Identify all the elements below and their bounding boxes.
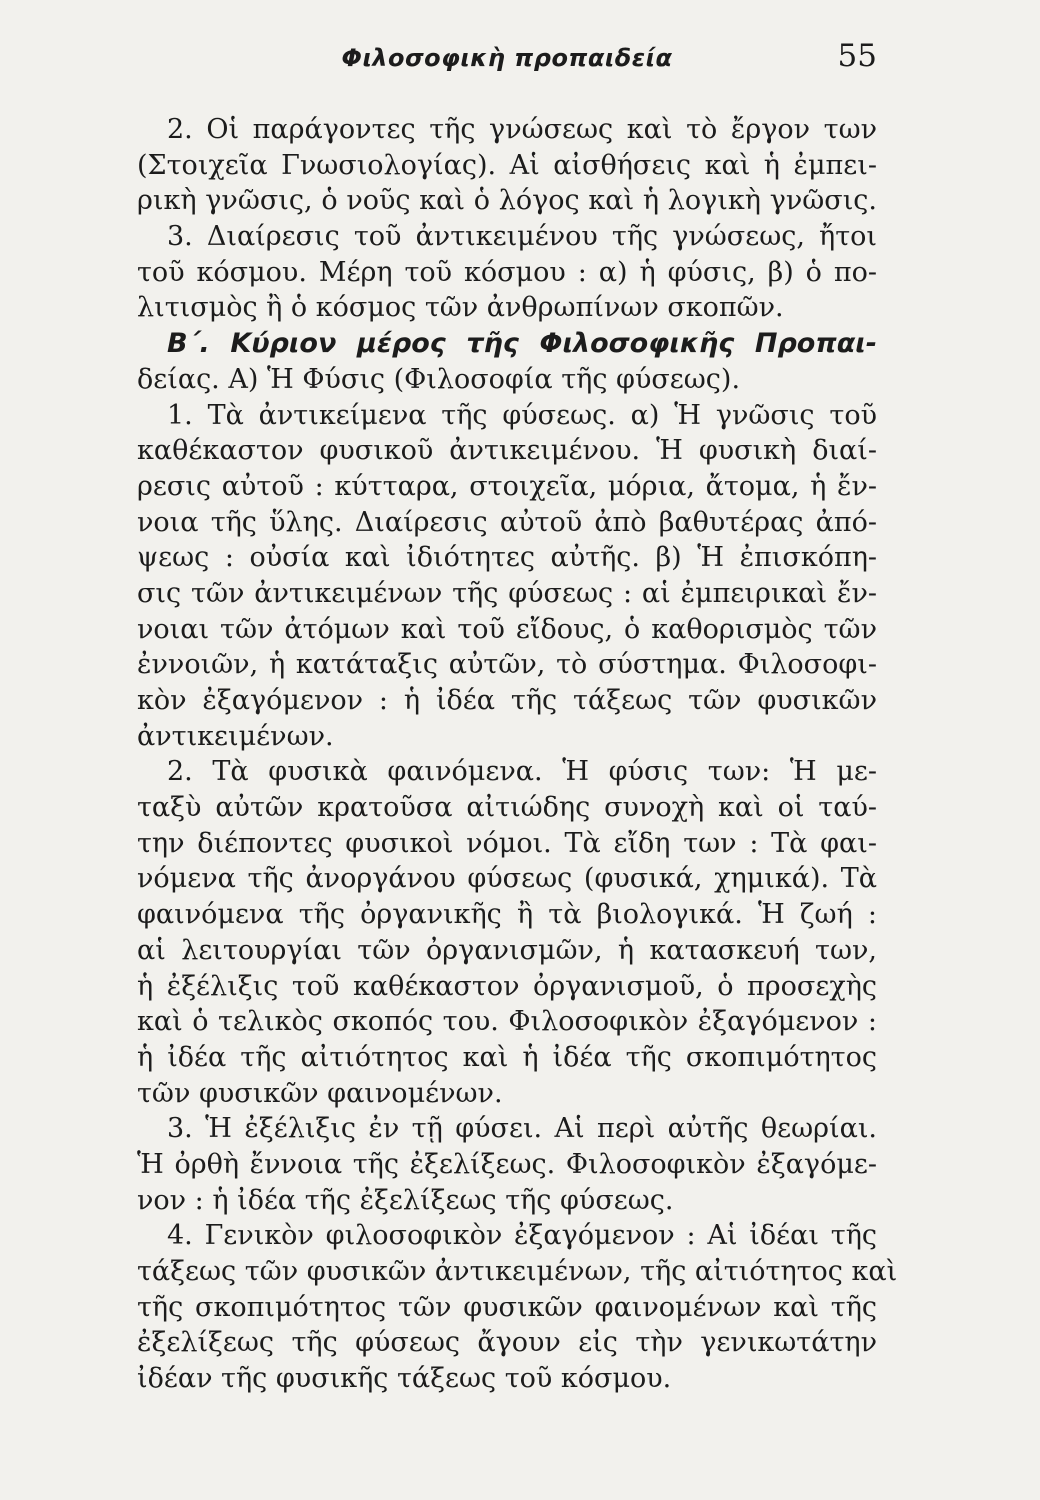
paragraph-line: λιτισμὸς ἢ ὁ κόσμος τῶν ἀνθρωπίνων σκοπῶν. (137, 292, 784, 324)
paragraph-line: καθέκαστον φυσικοῦ ἀντικειμένου. Ἡ φυσικὴ διαί- (137, 435, 877, 467)
section-heading: Β΄. Κύριον μέρος τῆς Φιλοσοφικῆς Προπαι- (167, 328, 877, 360)
paragraph-line: 3. Ἡ ἐξέλιξις ἐν τῇ φύσει. Αἱ περὶ αὐτῆς θεωρίαι. (167, 1113, 877, 1145)
paragraph-line: Ἡ ὀρθὴ ἔννοια τῆς ἐξελίξεως. Φιλοσοφικὸν ἐξαγόμε- (137, 1148, 877, 1180)
paragraph-line: ψεως : οὐσία καὶ ἰδιότητες αὐτῆς. β) Ἡ ἐπισκόπη- (137, 542, 877, 574)
paragraph-line: ταξὺ αὐτῶν κρατοῦσα αἰτιώδης συνοχὴ καὶ οἱ ταύ- (137, 792, 877, 824)
paragraph-line: τῆς σκοπιμότητος τῶν φυσικῶν φαινομένων καὶ τῆς (137, 1291, 877, 1323)
paragraph-line: ρεσις αὐτοῦ : κύτταρα, στοιχεῖα, μόρια, ἄτομα, ἡ ἔν- (137, 470, 877, 502)
paragraph-line: νοια τῆς ὕλης. Διαίρεσις αὐτοῦ ἀπὸ βαθυτέρας ἀπό- (137, 506, 877, 538)
paragraph-line: νοιαι τῶν ἀτόμων καὶ τοῦ εἴδους, ὁ καθορισμὸς τῶν (137, 613, 877, 645)
paragraph-line: τῶν φυσικῶν φαινομένων. (137, 1077, 503, 1109)
paragraph-line: 3. Διαίρεσις τοῦ ἀντικειμένου τῆς γνώσεως, ἤτοι (167, 221, 877, 253)
running-title: Φιλοσοφικὴ προπαιδεία (341, 44, 673, 72)
paragraph-line: 2. Οἱ παράγοντες τῆς γνώσεως καὶ τὸ ἔργον των (167, 114, 877, 145)
paragraph-line: αἱ λειτουργίαι τῶν ὀργανισμῶν, ἡ κατασκευή των, (137, 934, 877, 966)
paragraph-line: τοῦ κόσμου. Μέρη τοῦ κόσμου : α) ἡ φύσις, β) ὁ πο- (137, 256, 877, 288)
paragraph-line: 4. Γενικὸν φιλοσοφικὸν ἐξαγόμενον : Αἱ ἰδέαι τῆς (167, 1220, 877, 1252)
paragraph-line: κὸν ἐξαγόμενον : ἡ ἰδέα τῆς τάξεως τῶν φυσικῶν (137, 685, 877, 716)
paragraph-line: σις τῶν ἀντικειμένων τῆς φύσεως : αἱ ἐμπειρικαὶ ἔν- (137, 577, 877, 609)
page-number: 55 (837, 38, 877, 74)
paragraph-line: την διέποντες φυσικοὶ νόμοι. Τὰ εἴδη των : Τὰ φαι- (137, 827, 877, 859)
paragraph-line: φαινόμενα τῆς ὀργανικῆς ἢ τὰ βιολογικά. Ἡ ζωή : (137, 899, 877, 931)
paragraph-line: 2. Τὰ φυσικὰ φαινόμενα. Ἡ φύσις των: Ἡ με- (167, 756, 877, 788)
paragraph-line: ἐξελίξεως τῆς φύσεως ἄγουν εἰς τὴν γενικωτάτην (137, 1327, 877, 1359)
paragraph-line: δείας. Α) Ἡ Φύσις (Φιλοσοφία τῆς φύσεως). (137, 363, 741, 395)
running-header (137, 38, 877, 84)
paragraph-line: ἀντικειμένων. (137, 720, 334, 752)
paragraph-line: 1. Τὰ ἀντικείμενα τῆς φύσεως. α) Ἡ γνῶσις τοῦ (167, 399, 877, 431)
paragraph-line: ἐννοιῶν, ἡ κατάταξις αὐτῶν, τὸ σύστημα. Φιλοσοφι- (137, 649, 877, 681)
paragraph-line: ἰδέαν τῆς φυσικῆς τάξεως τοῦ κόσμου. (137, 1363, 672, 1395)
paragraph-line: (Στοιχεῖα Γνωσιολογίας). Αἱ αἰσθήσεις καὶ ἡ ἐμπει- (137, 149, 877, 181)
body-text (137, 112, 898, 1397)
paragraph-line: καὶ ὁ τελικὸς σκοπός του. Φιλοσοφικὸν ἐξαγόμενον : (137, 1006, 877, 1038)
paragraph-line: ἡ ἰδέα τῆς αἰτιότητος καὶ ἡ ἰδέα τῆς σκοπιμότητος (137, 1041, 877, 1073)
paragraph-line: νόμενα τῆς ἀνοργάνου φύσεως (φυσικά, χημικά). Τὰ (137, 863, 877, 895)
paragraph-line: ἡ ἐξέλιξις τοῦ καθέκαστον ὀργανισμοῦ, ὁ προσεχὴς (137, 970, 877, 1002)
paragraph-line: νον : ἡ ἰδέα τῆς ἐξελίξεως τῆς φύσεως. (137, 1184, 674, 1216)
paragraph-line: τάξεως τῶν φυσικῶν ἀντικειμένων, τῆς αἰτιότητος καὶ (137, 1256, 898, 1287)
paragraph-line: ρικὴ γνῶσις, ὁ νοῦς καὶ ὁ λόγος καὶ ἡ λογικὴ γνῶσις. (137, 185, 877, 217)
